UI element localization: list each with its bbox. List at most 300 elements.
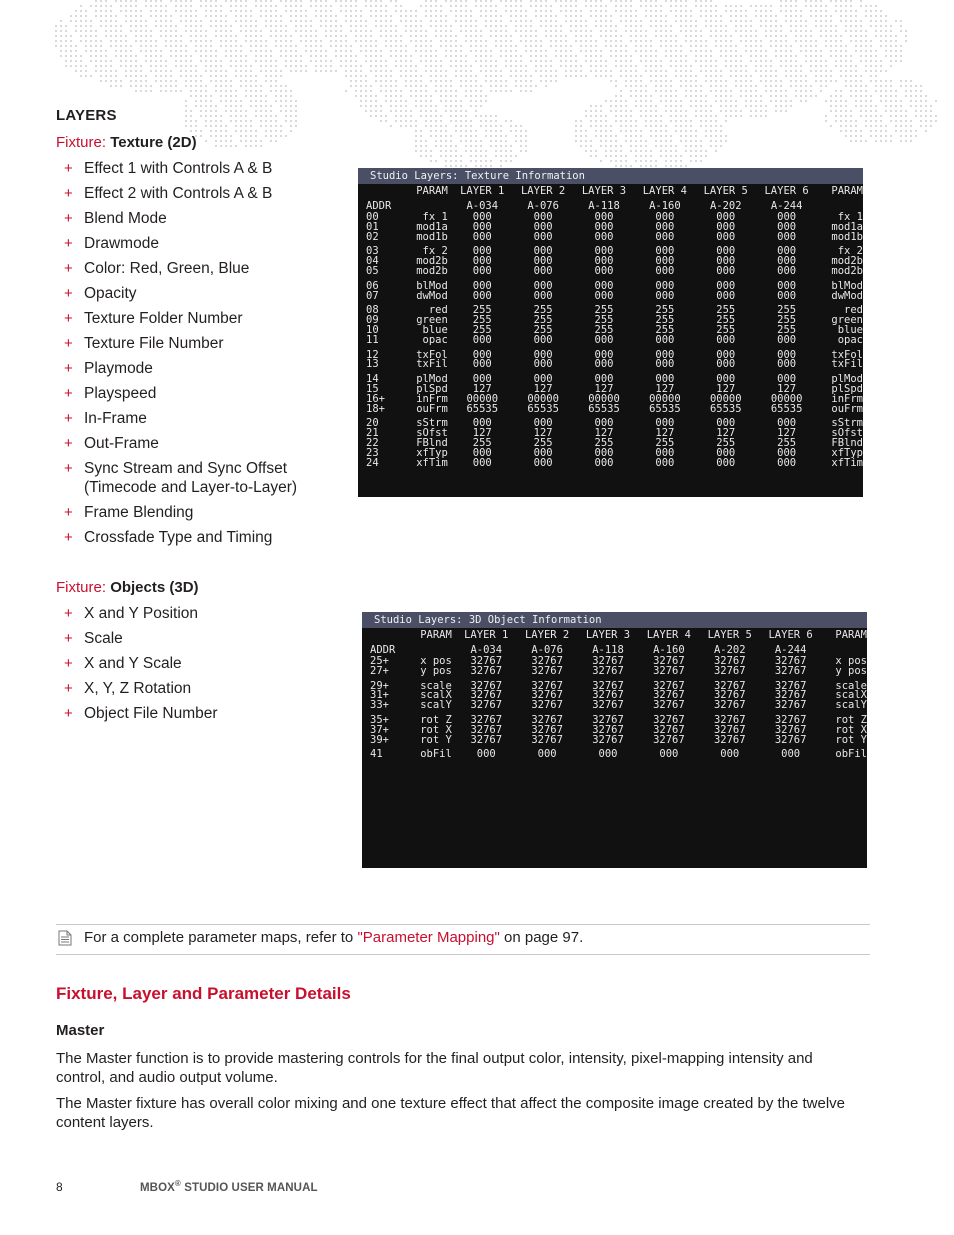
map-dot: [255, 20, 257, 22]
map-dot: [595, 40, 597, 42]
map-dot: [745, 15, 747, 17]
map-dot: [100, 0, 102, 2]
map-dot: [130, 20, 132, 22]
map-dot: [935, 100, 937, 102]
map-dot: [245, 75, 247, 77]
table-cell: 000: [533, 279, 553, 292]
map-dot: [225, 125, 227, 127]
map-dot: [855, 35, 857, 37]
map-dot: [380, 70, 382, 72]
map-dot: [340, 40, 342, 42]
map-dot: [240, 55, 242, 57]
map-dot: [115, 70, 117, 72]
map-dot: [865, 85, 867, 87]
map-dot: [700, 35, 702, 37]
map-dot: [610, 75, 612, 77]
map-dot: [725, 10, 727, 12]
map-dot: [640, 100, 642, 102]
map-dot: [885, 130, 887, 132]
map-dot: [225, 35, 227, 37]
map-dot: [675, 75, 677, 77]
map-dot: [705, 70, 707, 72]
map-dot: [345, 50, 347, 52]
map-dot: [600, 135, 602, 137]
map-dot: [855, 140, 857, 142]
map-dot: [60, 55, 62, 57]
map-dot: [320, 25, 322, 27]
map-dot: [875, 135, 877, 137]
map-dot: [680, 125, 682, 127]
parameter-mapping-link[interactable]: "Parameter Mapping": [357, 929, 500, 946]
map-dot: [820, 25, 822, 27]
map-dot: [395, 5, 397, 7]
map-dot: [505, 35, 507, 37]
map-dot: [320, 45, 322, 47]
map-dot: [540, 10, 542, 12]
map-dot: [740, 115, 742, 117]
map-dot: [425, 35, 427, 37]
map-dot: [645, 50, 647, 52]
map-dot: [675, 5, 677, 7]
map-dot: [465, 130, 467, 132]
map-dot: [450, 25, 452, 27]
map-dot: [150, 45, 152, 47]
map-dot: [535, 45, 537, 47]
map-dot: [455, 5, 457, 7]
map-dot: [835, 5, 837, 7]
map-dot: [500, 155, 502, 157]
map-dot: [170, 15, 172, 17]
map-dot: [415, 90, 417, 92]
map-dot: [665, 55, 667, 57]
map-dot: [130, 5, 132, 7]
map-dot: [760, 60, 762, 62]
map-dot: [270, 10, 272, 12]
map-dot: [400, 95, 402, 97]
map-dot: [705, 55, 707, 57]
map-dot: [440, 155, 442, 157]
map-dot: [360, 40, 362, 42]
map-dot: [430, 60, 432, 62]
map-dot: [790, 25, 792, 27]
map-dot: [565, 15, 567, 17]
map-dot: [220, 20, 222, 22]
map-dot: [865, 65, 867, 67]
map-dot: [185, 115, 187, 117]
map-dot: [280, 130, 282, 132]
map-dot: [200, 115, 202, 117]
map-dot: [420, 145, 422, 147]
screen-title: Studio Layers: Texture Information: [358, 168, 863, 184]
map-dot: [590, 70, 592, 72]
map-dot: [605, 75, 607, 77]
map-dot: [240, 30, 242, 32]
map-dot: [610, 140, 612, 142]
map-dot: [880, 35, 882, 37]
map-dot: [840, 5, 842, 7]
map-dot: [740, 95, 742, 97]
map-dot: [670, 40, 672, 42]
map-dot: [565, 65, 567, 67]
map-dot: [925, 95, 927, 97]
map-dot: [625, 120, 627, 122]
map-dot: [645, 90, 647, 92]
map-dot: [110, 15, 112, 17]
map-dot: [735, 60, 737, 62]
map-dot: [85, 25, 87, 27]
map-dot: [850, 65, 852, 67]
map-dot: [695, 25, 697, 27]
map-dot: [345, 35, 347, 37]
map-dot: [820, 30, 822, 32]
map-dot: [395, 40, 397, 42]
map-dot: [475, 135, 477, 137]
map-dot: [805, 45, 807, 47]
map-dot: [410, 20, 412, 22]
map-dot: [190, 0, 192, 2]
map-dot: [900, 110, 902, 112]
map-dot: [195, 130, 197, 132]
map-dot: [870, 15, 872, 17]
map-dot: [635, 105, 637, 107]
map-dot: [595, 0, 597, 2]
map-dot: [930, 125, 932, 127]
map-dot: [460, 55, 462, 57]
map-dot: [420, 30, 422, 32]
map-dot: [670, 110, 672, 112]
map-dot: [255, 100, 257, 102]
map-dot: [835, 25, 837, 27]
map-dot: [255, 115, 257, 117]
map-dot: [240, 10, 242, 12]
map-dot: [855, 80, 857, 82]
map-dot: [895, 130, 897, 132]
map-dot: [690, 80, 692, 82]
map-dot: [205, 110, 207, 112]
map-dot: [550, 75, 552, 77]
map-dot: [250, 10, 252, 12]
map-dot: [855, 20, 857, 22]
map-dot: [525, 75, 527, 77]
map-dot: [915, 90, 917, 92]
map-dot: [425, 15, 427, 17]
map-dot: [440, 65, 442, 67]
list-item: [64, 629, 334, 648]
map-dot: [475, 30, 477, 32]
map-dot: [305, 50, 307, 52]
map-dot: [650, 20, 652, 22]
map-dot: [275, 75, 277, 77]
map-dot: [380, 120, 382, 122]
table-cell: 32767: [531, 723, 563, 736]
map-dot: [60, 40, 62, 42]
map-dot: [615, 110, 617, 112]
fixture-name: Texture (2D): [110, 134, 197, 151]
map-dot: [255, 75, 257, 77]
map-dot: [660, 155, 662, 157]
map-dot: [150, 10, 152, 12]
table-cell: 000: [655, 264, 675, 277]
map-dot: [200, 80, 202, 82]
map-dot: [320, 5, 322, 7]
map-dot: [230, 30, 232, 32]
map-dot: [750, 75, 752, 77]
map-dot: [240, 85, 242, 87]
map-dot: [180, 15, 182, 17]
map-dot: [760, 115, 762, 117]
map-dot: [105, 0, 107, 2]
map-dot: [730, 75, 732, 77]
map-dot: [150, 60, 152, 62]
table-cell: xfTim: [416, 456, 448, 469]
map-dot: [805, 75, 807, 77]
map-dot: [510, 40, 512, 42]
map-dot: [460, 140, 462, 142]
plus-icon: +: [64, 705, 73, 722]
map-dot: [220, 30, 222, 32]
map-dot: [250, 40, 252, 42]
map-dot: [850, 90, 852, 92]
map-dot: [280, 0, 282, 2]
map-dot: [205, 85, 207, 87]
map-dot: [270, 35, 272, 37]
map-dot: [800, 65, 802, 67]
map-dot: [730, 65, 732, 67]
map-dot: [195, 80, 197, 82]
map-dot: [620, 60, 622, 62]
map-dot: [800, 80, 802, 82]
map-dot: [75, 70, 77, 72]
map-dot: [465, 5, 467, 7]
map-dot: [320, 55, 322, 57]
map-dot: [430, 110, 432, 112]
map-dot: [125, 65, 127, 67]
table-cell: 000: [716, 264, 736, 277]
map-dot: [445, 155, 447, 157]
map-dot: [615, 35, 617, 37]
map-dot: [245, 40, 247, 42]
map-dot: [220, 85, 222, 87]
table-cell: 255: [594, 314, 614, 327]
map-dot: [705, 155, 707, 157]
map-dot: [210, 130, 212, 132]
map-dot: [620, 110, 622, 112]
list-item: [64, 528, 334, 547]
map-dot: [230, 85, 232, 87]
map-dot: [490, 20, 492, 22]
map-dot: [185, 10, 187, 12]
map-dot: [130, 75, 132, 77]
map-dot: [390, 70, 392, 72]
map-dot: [730, 10, 732, 12]
map-dot: [180, 65, 182, 67]
map-dot: [255, 110, 257, 112]
map-dot: [75, 10, 77, 12]
map-dot: [165, 65, 167, 67]
table-cell: 000: [472, 264, 492, 277]
map-dot: [675, 65, 677, 67]
map-dot: [915, 135, 917, 137]
table-row: [362, 750, 867, 760]
map-dot: [80, 60, 82, 62]
map-dot: [185, 105, 187, 107]
map-dot: [845, 45, 847, 47]
map-dot: [450, 50, 452, 52]
map-dot: [885, 140, 887, 142]
map-dot: [790, 0, 792, 2]
map-dot: [895, 105, 897, 107]
map-dot: [285, 50, 287, 52]
map-dot: [490, 0, 492, 2]
table-cell: 255: [472, 436, 492, 449]
map-dot: [420, 80, 422, 82]
map-dot: [545, 60, 547, 62]
table-cell: obFil: [420, 748, 452, 761]
table-cell: 20: [366, 417, 379, 430]
map-dot: [590, 65, 592, 67]
table-cell: 127: [472, 427, 492, 440]
map-dot: [655, 105, 657, 107]
map-dot: [725, 65, 727, 67]
map-dot: [655, 165, 657, 167]
map-dot: [235, 0, 237, 2]
map-dot: [290, 115, 292, 117]
table-cell: 32767: [653, 733, 685, 746]
map-dot: [225, 45, 227, 47]
map-dot: [225, 130, 227, 132]
map-dot: [260, 100, 262, 102]
map-dot: [370, 115, 372, 117]
map-dot: [490, 55, 492, 57]
map-dot: [875, 60, 877, 62]
map-dot: [430, 45, 432, 47]
map-dot: [635, 30, 637, 32]
map-dot: [600, 65, 602, 67]
map-dot: [670, 35, 672, 37]
map-dot: [605, 130, 607, 132]
map-dot: [400, 60, 402, 62]
map-dot: [635, 90, 637, 92]
map-dot: [400, 40, 402, 42]
map-dot: [220, 40, 222, 42]
map-dot: [640, 145, 642, 147]
map-dot: [400, 70, 402, 72]
map-dot: [435, 35, 437, 37]
map-dot: [80, 35, 82, 37]
table-cell: 32767: [531, 664, 563, 677]
map-dot: [460, 110, 462, 112]
map-dot: [265, 15, 267, 17]
map-dot: [445, 35, 447, 37]
map-dot: [175, 80, 177, 82]
map-dot: [565, 40, 567, 42]
map-dot: [460, 10, 462, 12]
map-dot: [260, 110, 262, 112]
map-dot: [735, 30, 737, 32]
map-dot: [595, 25, 597, 27]
table-cell: A-034: [466, 199, 499, 212]
map-dot: [525, 85, 527, 87]
map-dot: [510, 90, 512, 92]
map-dot: [630, 0, 632, 2]
map-dot: [530, 90, 532, 92]
map-dot: [360, 10, 362, 12]
map-dot: [315, 15, 317, 17]
map-dot: [395, 120, 397, 122]
map-dot: [890, 40, 892, 42]
map-dot: [385, 90, 387, 92]
map-dot: [790, 20, 792, 22]
map-dot: [680, 85, 682, 87]
map-dot: [870, 5, 872, 7]
map-dot: [225, 85, 227, 87]
map-dot: [720, 75, 722, 77]
map-dot: [410, 125, 412, 127]
map-dot: [620, 90, 622, 92]
table-cell: 127: [594, 427, 614, 440]
table-cell: 000: [716, 456, 736, 469]
map-dot: [195, 105, 197, 107]
map-dot: [360, 100, 362, 102]
list-item: [64, 159, 334, 178]
map-dot: [735, 10, 737, 12]
map-dot: [110, 70, 112, 72]
map-dot: [540, 80, 542, 82]
map-dot: [490, 145, 492, 147]
map-dot: [460, 165, 462, 167]
map-dot: [700, 85, 702, 87]
table-cell: 21: [366, 427, 379, 440]
map-dot: [260, 10, 262, 12]
map-dot: [375, 50, 377, 52]
map-dot: [395, 65, 397, 67]
map-dot: [885, 95, 887, 97]
map-dot: [615, 55, 617, 57]
map-dot: [920, 95, 922, 97]
map-dot: [590, 5, 592, 7]
map-dot: [630, 5, 632, 7]
map-dot: [505, 55, 507, 57]
map-dot: [535, 55, 537, 57]
map-dot: [635, 130, 637, 132]
map-dot: [220, 5, 222, 7]
map-dot: [685, 85, 687, 87]
map-dot: [770, 60, 772, 62]
map-dot: [700, 50, 702, 52]
map-dot: [610, 50, 612, 52]
map-dot: [820, 55, 822, 57]
map-dot: [800, 100, 802, 102]
map-dot: [900, 45, 902, 47]
map-dot: [85, 15, 87, 17]
map-dot: [680, 115, 682, 117]
map-dot: [650, 10, 652, 12]
map-dot: [855, 130, 857, 132]
map-dot: [705, 125, 707, 127]
map-dot: [545, 70, 547, 72]
map-dot: [530, 25, 532, 27]
map-dot: [490, 125, 492, 127]
map-dot: [115, 45, 117, 47]
map-dot: [775, 30, 777, 32]
map-dot: [645, 140, 647, 142]
map-dot: [315, 45, 317, 47]
map-dot: [480, 105, 482, 107]
map-dot: [505, 50, 507, 52]
map-dot: [220, 145, 222, 147]
map-dot: [100, 55, 102, 57]
map-dot: [275, 25, 277, 27]
